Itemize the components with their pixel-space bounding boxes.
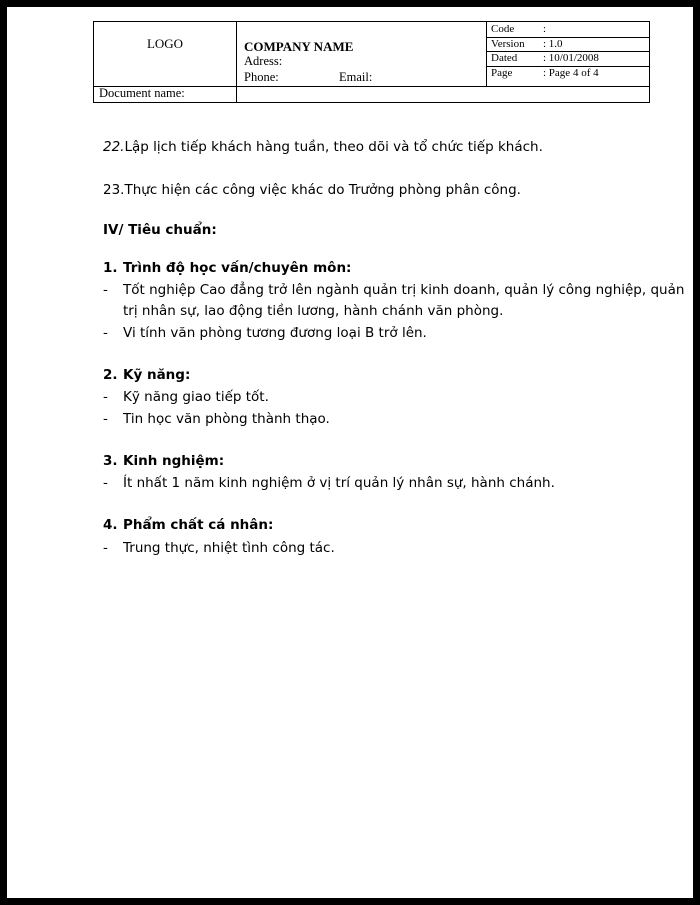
document-name-label: Document name: xyxy=(99,86,185,100)
meta-dated-value: : 10/01/2008 xyxy=(543,52,599,64)
subsection-title-text: Trình độ học vấn/chuyên môn: xyxy=(123,260,352,276)
phone-label: Phone: xyxy=(244,70,279,84)
subsection-number: 2. xyxy=(103,367,118,383)
subsection-title-text: Kỹ năng: xyxy=(123,367,191,383)
bullet-dash: - xyxy=(103,540,108,556)
bullet-dash: - xyxy=(103,325,108,341)
subsection-title xyxy=(103,517,273,533)
subsection-title-text: Phẩm chất cá nhân: xyxy=(123,517,274,533)
meta-version-key: Version xyxy=(491,38,525,50)
item-22-number: 22. xyxy=(103,139,125,155)
subsection-number: 3. xyxy=(103,453,118,469)
subsection-number: 4. xyxy=(103,517,118,533)
section-heading: IV/ Tiêu chuẩn: xyxy=(103,222,217,238)
item-22 xyxy=(103,137,543,158)
meta-code-value: : xyxy=(543,23,547,35)
list-item: Vi tính văn phòng tương đương loại B trở lên. xyxy=(123,325,427,341)
meta-version-value: : 1.0 xyxy=(543,38,563,50)
meta-code-key: Code xyxy=(491,23,515,35)
item-22-text: Lập lịch tiếp khách hàng tuần, theo dõi và tổ chức tiếp khách. xyxy=(124,139,543,155)
meta-dated-key: Dated xyxy=(491,52,518,64)
subsection-title xyxy=(103,367,190,383)
meta-page-value: : Page 4 of 4 xyxy=(543,67,599,79)
list-item: Tin học văn phòng thành thạo. xyxy=(123,411,330,427)
logo-placeholder: LOGO xyxy=(146,36,184,51)
list-item: Ít nhất 1 năm kinh nghiệm ở vị trí quản lý nhân sự, hành chánh. xyxy=(123,475,555,491)
list-item: trị nhân sự, lao động tiền lương, hành chánh văn phòng. xyxy=(123,303,504,319)
document-header-table xyxy=(93,21,650,103)
list-item: Trung thực, nhiệt tình công tác. xyxy=(123,540,335,556)
company-name: COMPANY NAME xyxy=(244,39,354,54)
bullet-dash: - xyxy=(103,411,108,427)
list-item: Tốt nghiệp Cao đẳng trở lên ngành quản trị kinh doanh, quản lý công nghiệp, quản xyxy=(123,282,685,298)
email-label: Email: xyxy=(339,70,373,84)
subsection-title xyxy=(103,260,351,276)
meta-page-key: Page xyxy=(491,67,513,79)
subsection-number: 1. xyxy=(103,260,118,276)
item-23: 23.Thực hiện các công việc khác do Trưởng phòng phân công. xyxy=(103,182,521,198)
subsection-title xyxy=(103,453,224,469)
bullet-dash: - xyxy=(103,389,108,405)
bullet-dash: - xyxy=(103,282,108,298)
bullet-dash: - xyxy=(103,475,108,491)
subsection-title-text: Kinh nghiệm: xyxy=(123,453,225,469)
list-item: Kỹ năng giao tiếp tốt. xyxy=(123,389,269,405)
address-label: Adress: xyxy=(244,54,283,68)
